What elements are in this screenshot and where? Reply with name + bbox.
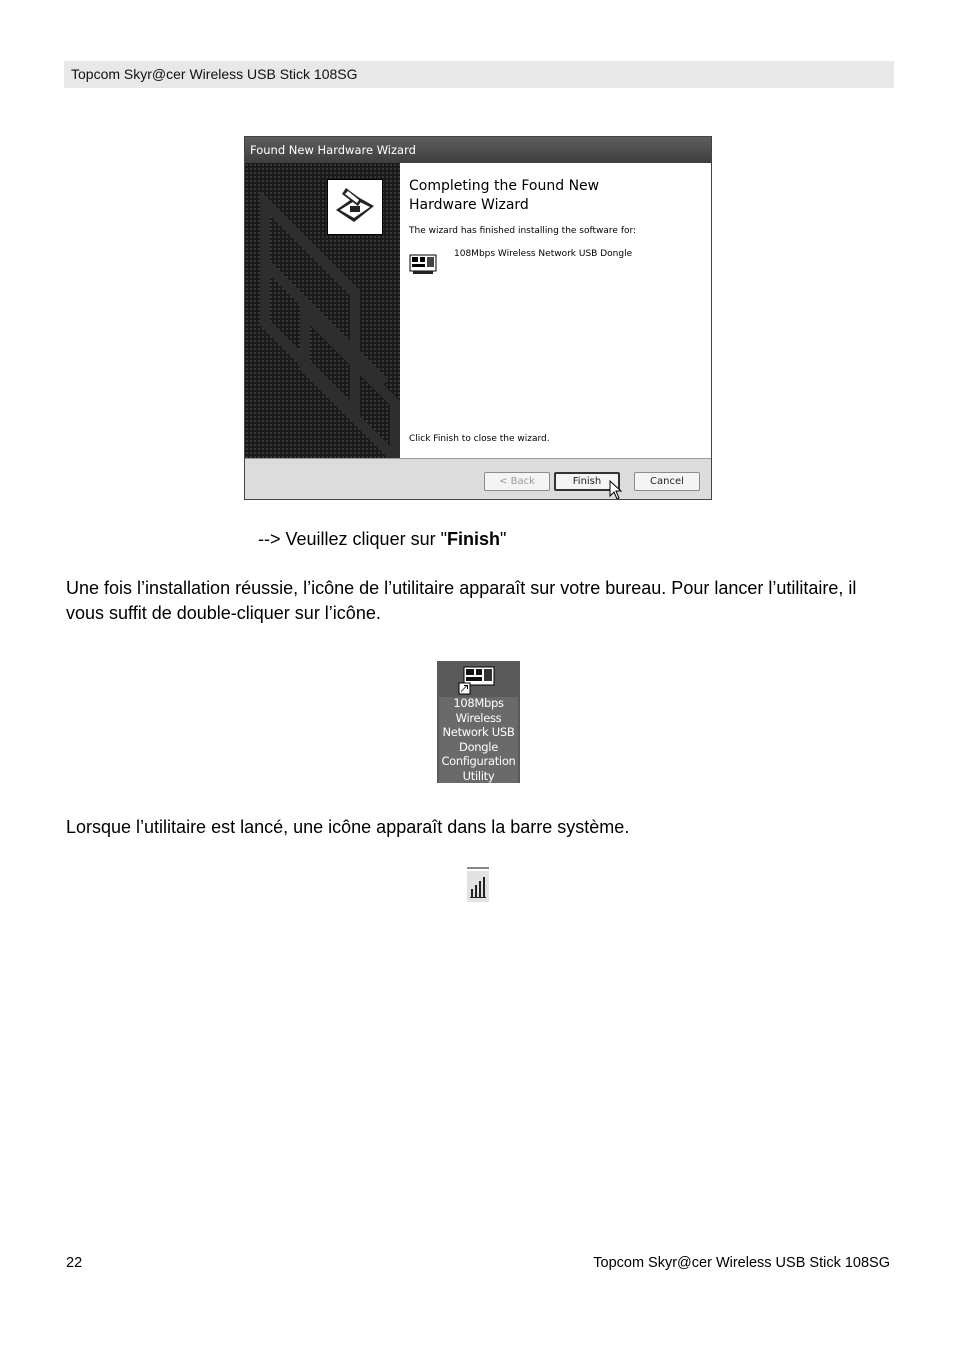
- finish-bold: Finish: [446, 529, 500, 549]
- wizard-finished-text: The wizard has finished installing the software for:: [409, 226, 637, 236]
- mouse-cursor-icon: [609, 480, 623, 500]
- hardware-wizard-icon: [327, 179, 383, 235]
- desktop-shortcut-label: 108Mbps Wireless Network USB Dongle Configuration Utility: [441, 696, 516, 783]
- wizard-close-text: Click Finish to close the wizard.: [409, 434, 550, 444]
- network-card-icon: [409, 253, 439, 275]
- wizard-content: [400, 163, 711, 458]
- signal-strength-icon[interactable]: [467, 867, 489, 902]
- header-title: Topcom Skyr@cer Wireless USB Stick 108SG: [71, 66, 358, 82]
- finish-instruction: --> Veuillez cliquer sur "Finish": [258, 529, 507, 549]
- wizard-device-name: 108Mbps Wireless Network USB Dongle: [454, 249, 633, 259]
- cancel-button[interactable]: Cancel: [634, 472, 700, 491]
- page-header: [64, 61, 894, 88]
- wizard-screenshot: [244, 136, 712, 500]
- page-number: 22: [66, 1255, 83, 1271]
- paragraph-install-success: Une fois l’installation réussie, l’icône de l’utilitaire apparaît sur votre bureau. Pour lancer l’utilitaire, il vous suffit de double-cliquer sur l’icône.: [66, 578, 857, 623]
- network-adapter-shortcut-icon: [458, 665, 498, 695]
- finish-button[interactable]: Finish: [554, 472, 620, 491]
- desktop-shortcut[interactable]: [437, 661, 520, 783]
- wizard-side-banner: [245, 163, 400, 458]
- paragraph-tray-info: Lorsque l’utilitaire est lancé, une icône apparaît dans la barre système.: [66, 817, 630, 837]
- back-button[interactable]: < Back: [484, 472, 550, 491]
- footer-title: Topcom Skyr@cer Wireless USB Stick 108SG: [593, 1255, 890, 1271]
- wizard-button-bar: [245, 458, 711, 499]
- wizard-title-bar: Found New Hardware Wizard: [245, 137, 711, 163]
- wizard-heading: Completing the Found New Hardware Wizard: [409, 178, 600, 213]
